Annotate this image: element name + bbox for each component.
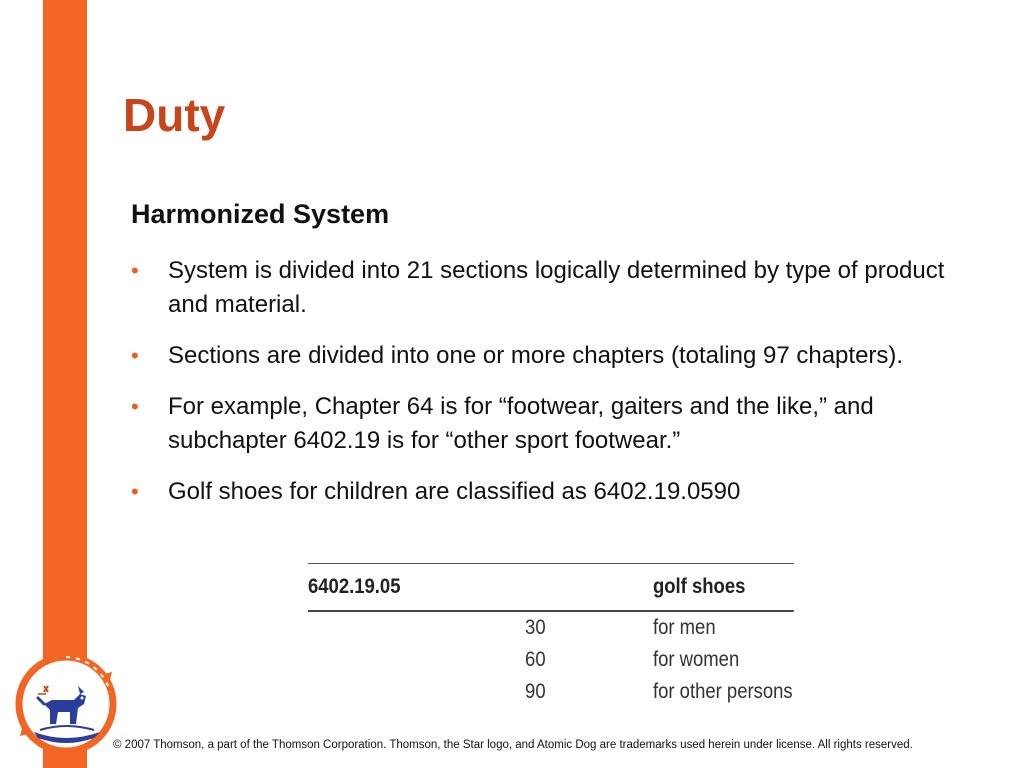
row-description: for men [652, 616, 716, 639]
slide-title: Duty [123, 89, 226, 141]
table-row [308, 612, 794, 644]
table-header [308, 564, 794, 612]
row-suffix: 30 [525, 616, 546, 639]
bullet-item [131, 254, 971, 322]
header-code: 6402.19.05 [308, 575, 401, 598]
section-heading: Harmonized System [131, 199, 390, 229]
bullet-dot-icon: • [131, 258, 139, 283]
bullet-dot-icon: • [131, 394, 139, 419]
row-description: for other persons [652, 680, 793, 703]
bullet-text: Sections are divided into one or more chapters (totaling 97 chapters). [168, 342, 904, 369]
table-row [308, 644, 794, 676]
bullet-text: For example, Chapter 64 is for “footwear, gaiters and the like,” and subchapter 6402.19 is for “other sport footwear.” [168, 393, 874, 454]
row-description: for women [652, 648, 740, 671]
row-suffix: 90 [525, 680, 546, 703]
bullet-list [131, 254, 971, 526]
copyright-footer: © 2007 Thomson, a part of the Thomson Corporation. Thomson, the Star logo, and Atomic Dog are trademarks used herein under license. All rights reserved. [113, 739, 913, 751]
bullet-item [131, 390, 971, 458]
bullet-text: System is divided into 21 sections logically determined by type of product and material. [168, 257, 945, 318]
bullet-item [131, 339, 971, 373]
hs-code-table [308, 563, 794, 708]
bullet-dot-icon: • [131, 343, 139, 368]
table-row [308, 676, 794, 708]
bullet-item [131, 475, 971, 509]
atomic-dog-logo-icon [14, 652, 118, 756]
header-description: golf shoes [652, 575, 746, 598]
bullet-dot-icon: • [131, 479, 139, 504]
bullet-text: Golf shoes for children are classified as 6402.19.0590 [168, 478, 741, 505]
row-suffix: 60 [525, 648, 546, 671]
